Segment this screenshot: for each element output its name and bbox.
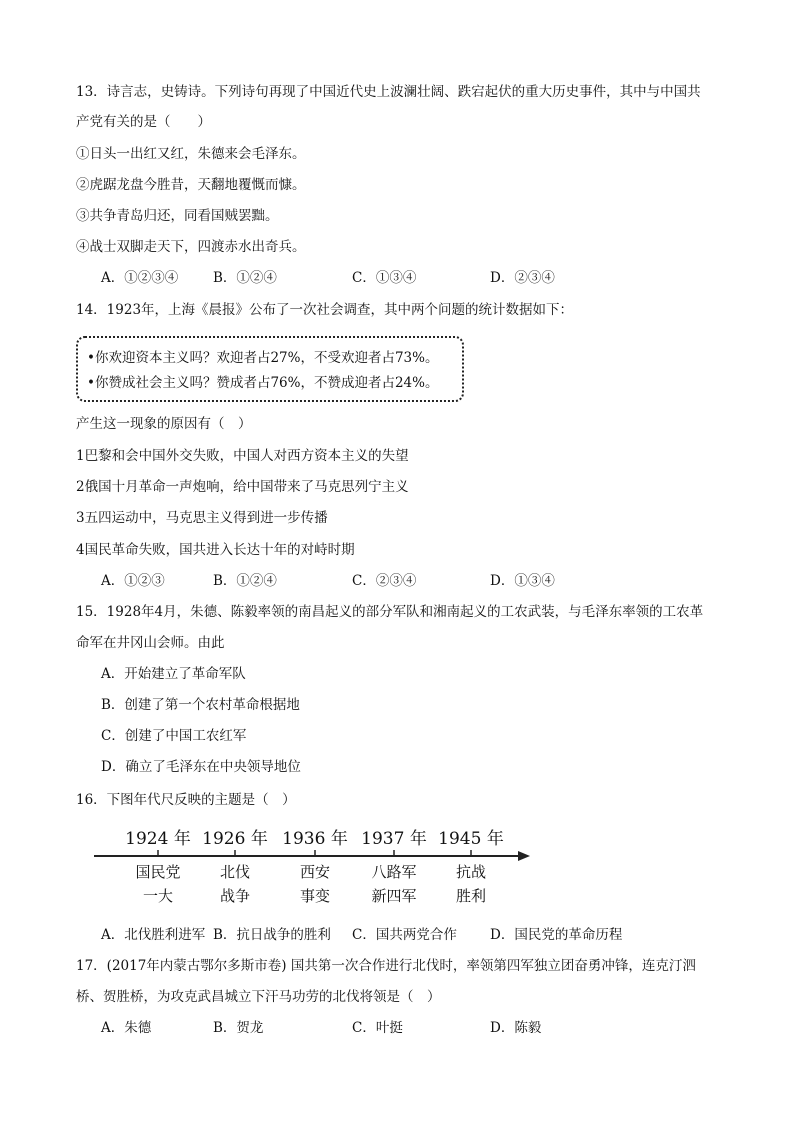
q16-options [0,925,794,945]
timeline-event [359,860,429,908]
q13-stem-line2: 产党有关的是（ ） [76,114,211,130]
q15-option-d[interactable]: D．确立了毛泽东在中央领导地位 [101,759,301,775]
q17-option-d[interactable]: D．陈毅 [490,1020,542,1036]
timeline-arrow-icon [518,851,530,861]
q15-option-c[interactable]: C．创建了中国工农红军 [101,728,247,744]
q14-question: 产生这一现象的原因有（ ） [76,416,252,432]
q14-option-a[interactable]: A．①②③ [101,573,165,589]
q13-option-c[interactable]: C．①③④ [352,270,417,286]
timeline-year: 1945 年 [438,829,504,849]
survey-line-1: •你欢迎资本主义吗？欢迎者占27%，不受欢迎者占73%。 [87,350,439,366]
q14-stem: 14．1923年，上海《晨报》公布了一次社会调查，其中两个问题的统计数据如下： [76,302,574,318]
q14-item-4: 4国民革命失败，国共进入长达十年的对峙时期 [76,542,355,558]
q17-options [0,1018,794,1038]
q14-option-d[interactable]: D．①③④ [490,573,555,589]
timeline-event-line: 一大 [142,887,173,905]
survey-box [76,336,464,402]
q14-item-1: 1巴黎和会中国外交失败，中国人对西方资本主义的失望 [76,448,409,464]
timeline-event-line: 抗战 [455,863,486,881]
q13-item-4: ④战士双脚走天下，四渡赤水出奇兵。 [76,239,306,255]
timeline-event-line: 事变 [299,887,330,905]
timeline-year: 1937 年 [361,829,427,849]
q15-stem-line2: 命军在井冈山会师。由此 [76,635,225,651]
timeline-event-line: 西安 [299,863,330,881]
q17-option-b[interactable]: B．贺龙 [213,1020,264,1036]
q14-option-b[interactable]: B．①②④ [213,573,277,589]
q15-stem-line1: 15．1928年4月，朱德、陈毅率领的南昌起义的部分军队和湘南起义的工农武装，与毛泽东率领的工农革 [76,604,704,620]
timeline-event [200,860,270,908]
timeline-event [280,860,350,908]
survey-line-2: •你赞成社会主义吗？赞成者占76%，不赞成迎者占24%。 [87,375,439,391]
timeline-event-line: 胜利 [455,887,486,905]
q16-option-b[interactable]: B．抗日战争的胜利 [213,927,331,943]
q13-item-1: ①日头一出红又红，朱德来会毛泽东。 [76,146,306,162]
timeline-year: 1924 年 [125,829,191,849]
timeline-event-line: 北伐 [219,863,250,881]
timeline-event [123,860,193,908]
q16-option-d[interactable]: D．国民党的革命历程 [490,927,623,943]
timeline-event-line: 八路军 [371,863,417,881]
q13-options [0,268,794,288]
timeline-year: 1936 年 [282,829,348,849]
q15-option-a[interactable]: A．开始建立了革命军队 [101,666,246,682]
timeline-event-line: 新四军 [371,887,417,905]
q13-option-b[interactable]: B．①②④ [213,270,277,286]
q13-option-a[interactable]: A．①②③④ [101,270,179,286]
q13-option-d[interactable]: D．②③④ [490,270,555,286]
q17-option-a[interactable]: A．朱德 [101,1020,152,1036]
q14-options [0,571,794,591]
q13-item-3: ③共争青岛归还，同看国贼罢黜。 [76,208,279,224]
q17-stem-line1: 17．(2017年内蒙古鄂尔多斯市卷) 国共第一次合作进行北伐时，率领第四军独立团奋勇冲锋，连克汀泗 [76,958,696,974]
timeline-figure [94,820,534,910]
timeline-event-line: 国民党 [135,863,181,881]
timeline-event-line: 战争 [219,887,250,905]
q17-option-c[interactable]: C．叶挺 [352,1020,403,1036]
q13-item-2: ②虎踞龙盘今胜昔，天翻地覆慨而慷。 [76,177,306,193]
timeline-year: 1926 年 [202,829,268,849]
q17-stem-line2: 桥、贺胜桥，为攻克武昌城立下汗马功劳的北伐将领是（ ） [76,989,441,1005]
q16-option-c[interactable]: C．国共两党合作 [352,927,457,943]
q14-item-3: 3五四运动中，马克思主义得到进一步传播 [76,510,328,526]
q13-stem-line1: 13．诗言志，史铸诗。下列诗句再现了中国近代史上波澜壮阔、跌宕起伏的重大历史事件，其中与中国共 [76,84,701,100]
timeline-event [436,860,506,908]
q16-stem: 16．下图年代尺反映的主题是（ ） [76,792,296,808]
q15-option-b[interactable]: B．创建了第一个农村革命根据地 [101,697,300,713]
q16-option-a[interactable]: A．北伐胜利进军 [101,927,206,943]
q14-option-c[interactable]: C．②③④ [352,573,417,589]
q14-item-2: 2俄国十月革命一声炮响，给中国带来了马克思列宁主义 [76,479,409,495]
